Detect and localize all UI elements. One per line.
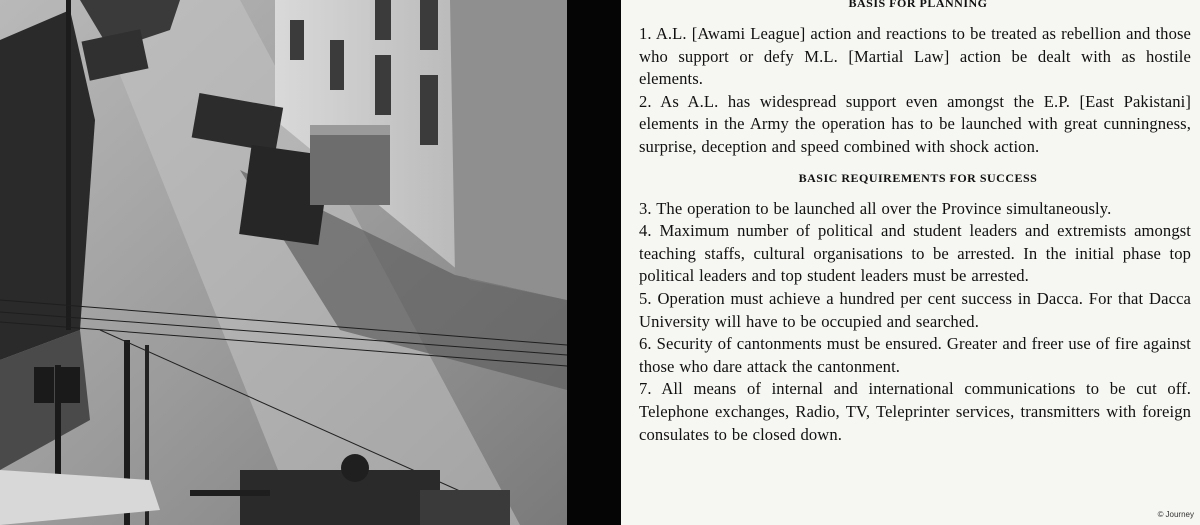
copyright-icon: ©: [1157, 510, 1164, 519]
heading-basic-requirements: BASIC REQUIREMENTS FOR SUCCESS: [798, 170, 1038, 185]
document-body: [639, 0, 1191, 446]
heading-basis-for-planning: BASIS FOR PLANNING: [848, 0, 988, 10]
paragraph-2: 2. As A.L. has widespread support even amongst the E.P. [East Pakistani] elements in the Army the operation has to be launched with great cunningness, surprise, deception and speed combined with shock action.: [639, 91, 1191, 156]
credit-text: Journey: [1165, 510, 1194, 519]
paragraph-5: 5. Operation must achieve a hundred per cent success in Dacca. For that Dacca University will have to be occupied and searched.: [639, 288, 1191, 331]
paragraph-3: 3. The operation to be launched all over the Province simultaneously.: [639, 198, 1112, 218]
paragraph-7: 7. All means of internal and international communications to be cut off. Telephone exchanges, Radio, TV, Teleprinter services, transmitters with foreign consulates to be closed down.: [639, 379, 1191, 444]
black-divider: [567, 0, 621, 525]
image-credit: [1158, 510, 1194, 520]
planning-document: [621, 0, 1200, 525]
paragraph-1: 1. A.L. [Awami League] action and reactions to be treated as rebellion and those who support or defy M.L. [Martial Law] action be dealt with as hostile elements.: [639, 24, 1191, 89]
paragraph-4: 4. Maximum number of political and student leaders and extremists amongst teaching staffs, cultural organisations to be arrested. In the initial phase top political leaders and top student leaders must be arrested.: [639, 221, 1191, 286]
street-photo-drawing: [0, 0, 567, 525]
street-photo: [0, 0, 567, 525]
paragraph-6: 6. Security of cantonments must be ensured. Greater and freer use of fire against those who dare attack the cantonment.: [639, 334, 1191, 376]
